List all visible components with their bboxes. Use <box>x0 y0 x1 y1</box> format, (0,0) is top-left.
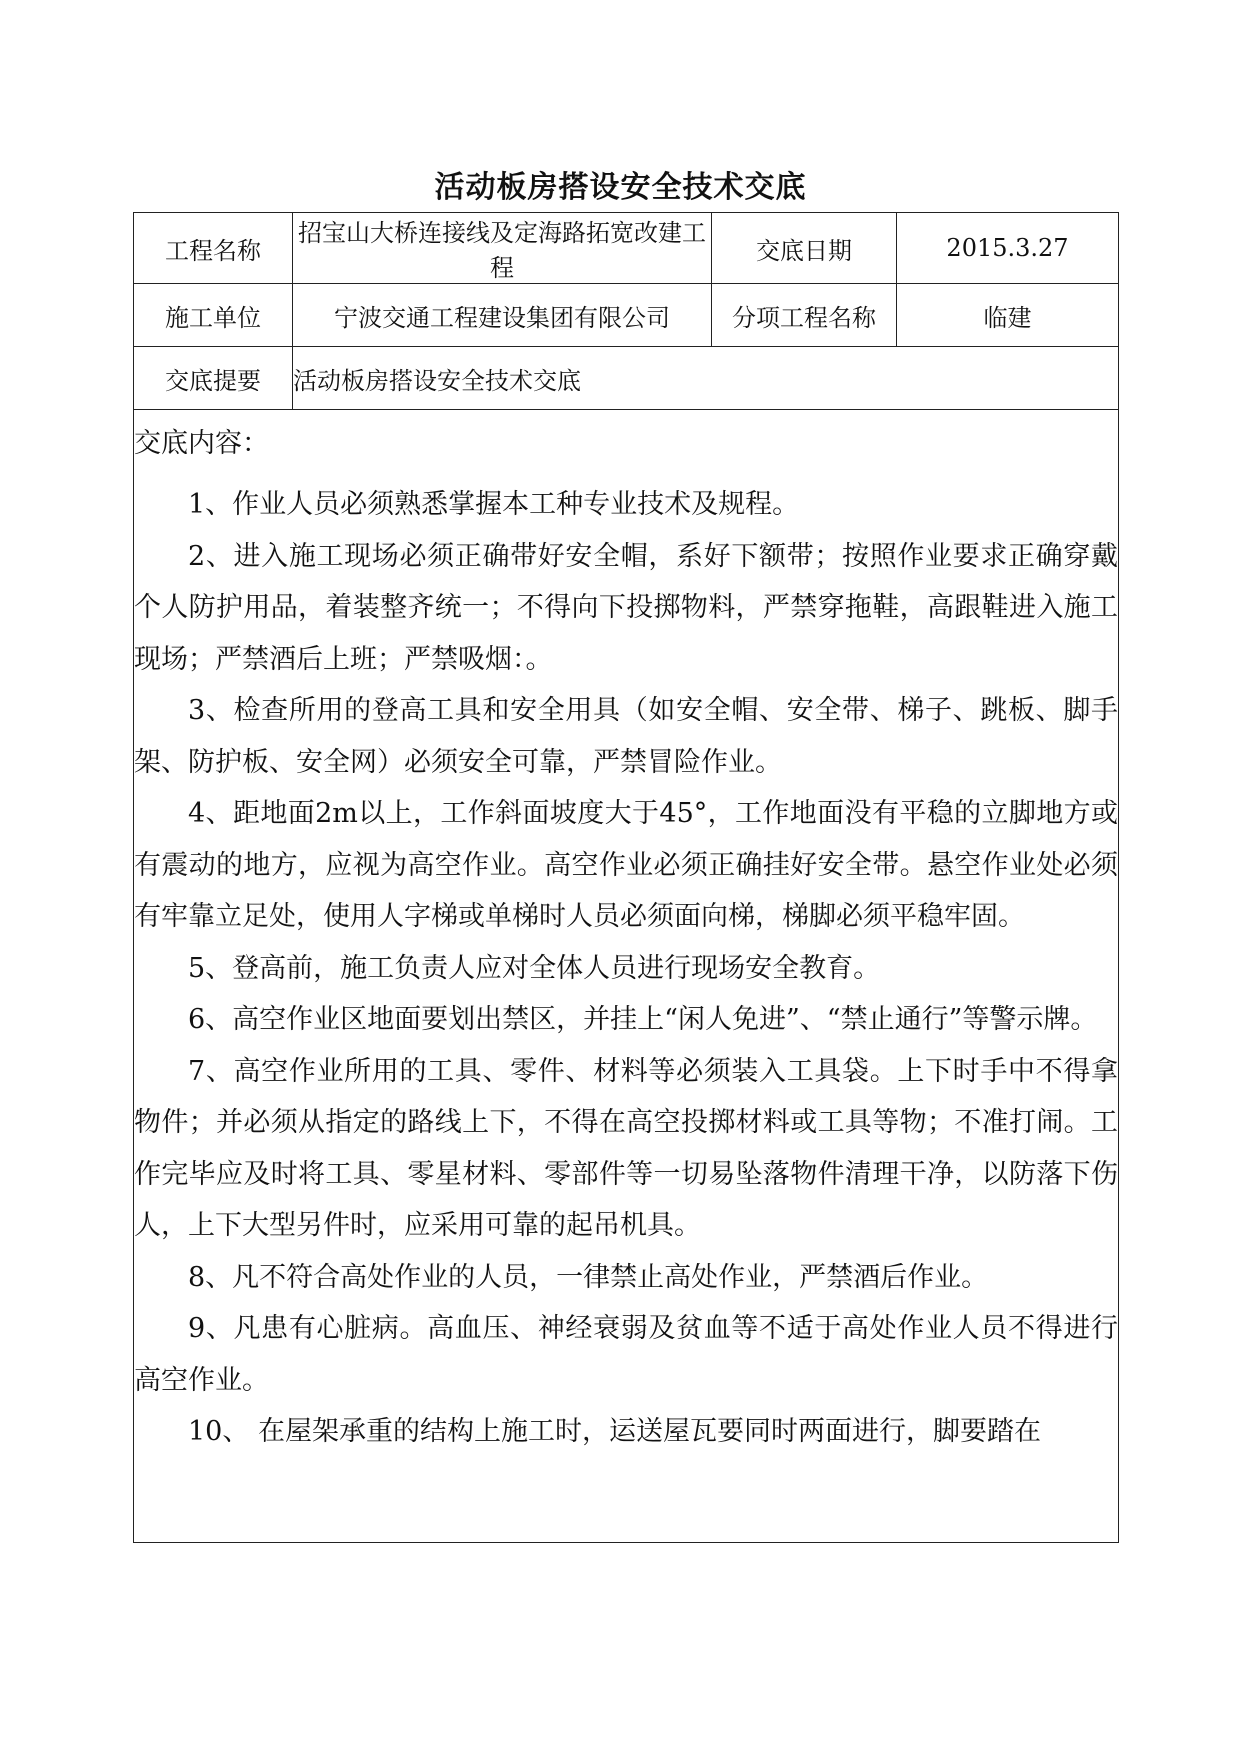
subproject-name-value: 临建 <box>897 284 1119 347</box>
label-project-name: 工程名称 <box>134 213 293 284</box>
content-item-8: 8、凡不符合高处作业的人员，一律禁止高处作业，严禁酒后作业。 <box>188 1261 989 1293</box>
label-summary: 交底提要 <box>134 347 293 410</box>
content-item-4: 4、距地面2m以上，工作斜面坡度大于45°，工作地面没有平稳的立脚地方或有震动的地方，应视为高空作业。高空作业必须正确挂好安全带。悬空作业处必须有牢靠立足处，使用人字梯或单梯时人员必须面向梯，梯脚必须平稳牢固。 <box>134 798 1118 932</box>
table-row <box>134 284 1119 347</box>
label-disclosure-date: 交底日期 <box>712 213 897 284</box>
summary-value: 活动板房搭设安全技术交底 <box>293 347 1119 410</box>
content-heading: 交底内容： <box>134 428 269 459</box>
table-row <box>134 410 1119 1543</box>
content-item-10: 10、 在屋架承重的结构上施工时，运送屋瓦要同时两面进行，脚要踏在 <box>188 1416 1041 1447</box>
content-item-5: 5、登高前，施工负责人应对全体人员进行现场安全教育。 <box>188 952 881 984</box>
label-subproject-name: 分项工程名称 <box>712 284 897 347</box>
content-item-3: 3、检查所用的登高工具和安全用具（如安全帽、安全带、梯子、跳板、脚手架、防护板、安全网）必须安全可靠，严禁冒险作业。 <box>134 695 1118 778</box>
table-row <box>134 347 1119 410</box>
construction-unit-value: 宁波交通工程建设集团有限公司 <box>293 284 712 347</box>
content-item-7: 7、高空作业所用的工具、零件、材料等必须装入工具袋。上下时手中不得拿物件；并必须从指定的路线上下，不得在高空投掷材料或工具等物；不准打闹。工作完毕应及时将工具、零星材料、零部件等一切易坠落物件清理干净，以防落下伤人，上下大型另件时，应采用可靠的起吊机具。 <box>134 1055 1118 1241</box>
disclosure-date-value: 2015.3.27 <box>897 213 1119 284</box>
document-title: 活动板房搭设安全技术交底 <box>434 170 807 205</box>
disclosure-content <box>134 410 1119 1543</box>
table-row <box>134 213 1119 284</box>
project-name-value: 招宝山大桥连接线及定海路拓宽改建工程 <box>293 213 712 284</box>
content-item-1: 1、作业人员必须熟悉掌握本工种专业技术及规程。 <box>188 489 800 520</box>
disclosure-table <box>133 212 1119 1543</box>
content-item-9: 9、凡患有心脏病。高血压、神经衰弱及贫血等不适于高处作业人员不得进行高空作业。 <box>134 1313 1118 1396</box>
content-item-6: 6、高空作业区地面要划出禁区，并挂上“闲人免进”、“禁止通行”等警示牌。 <box>188 1004 1098 1035</box>
label-construction-unit: 施工单位 <box>134 284 293 347</box>
content-item-2: 2、进入施工现场必须正确带好安全帽，系好下额带；按照作业要求正确穿戴个人防护用品，着装整齐统一；不得向下投掷物料，严禁穿拖鞋，高跟鞋进入施工现场；严禁酒后上班；严禁吸烟：。 <box>134 540 1118 675</box>
